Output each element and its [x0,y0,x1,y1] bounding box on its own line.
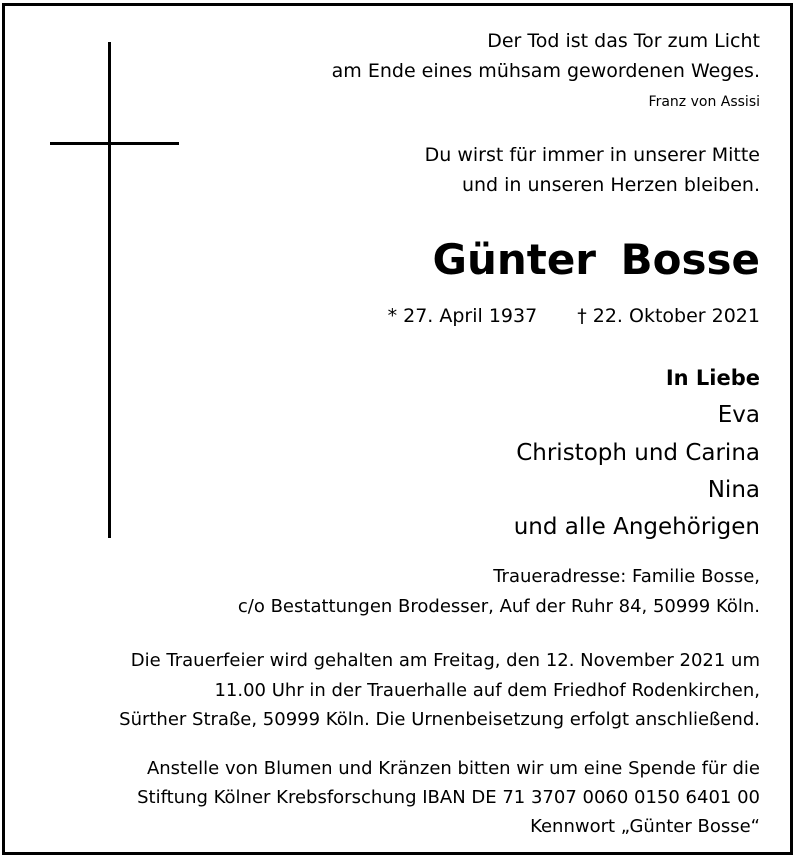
mourner-name: und alle Angehörigen [513,514,760,540]
donation-line-3: Kennwort „Günter Bosse“ [530,816,760,837]
donation-line-1: Anstelle von Blumen und Kränzen bitten wir um eine Spende für die [146,758,760,779]
death-date: † 22. Oktober 2021 [577,305,760,327]
address-line-2: c/o Bestattungen Brodesser, Auf der Ruhr 84, 50999 Köln. [237,596,760,617]
donation-line-2: Stiftung Kölner Krebsforschung IBAN DE 71 3707 0060 0150 6401 00 [137,787,760,808]
mourner-name: Christoph und Carina [516,440,760,466]
mourners-heading: In Liebe [665,366,760,390]
cross-icon-horizontal-bar [50,142,179,145]
ceremony-line-3: Sürther Straße, 50999 Köln. Die Urnenbeisetzung erfolgt anschließend. [119,709,760,730]
quote-line-1: Der Tod ist das Tor zum Licht [487,30,760,52]
birth-date: * 27. April 1937 [387,305,538,327]
quote-line-2: am Ende eines mühsam gewordenen Weges. [331,60,760,82]
mourner-name: Eva [717,402,760,428]
life-dates [388,305,760,327]
mourner-name: Nina [707,477,760,503]
quote-author: Franz von Assisi [648,94,760,110]
dedication-line-1: Du wirst für immer in unserer Mitte [424,144,760,166]
deceased-name: Günter Bosse [432,235,760,284]
ceremony-line-2: 11.00 Uhr in der Trauerhalle auf dem Friedhof Rodenkirchen, [214,680,760,701]
dedication-line-2: und in unseren Herzen bleiben. [461,174,760,196]
ceremony-line-1: Die Trauerfeier wird gehalten am Freitag, den 12. November 2021 um [130,650,760,671]
address-line-1: Traueradresse: Familie Bosse, [493,566,760,587]
cross-icon-vertical-bar [108,42,111,538]
